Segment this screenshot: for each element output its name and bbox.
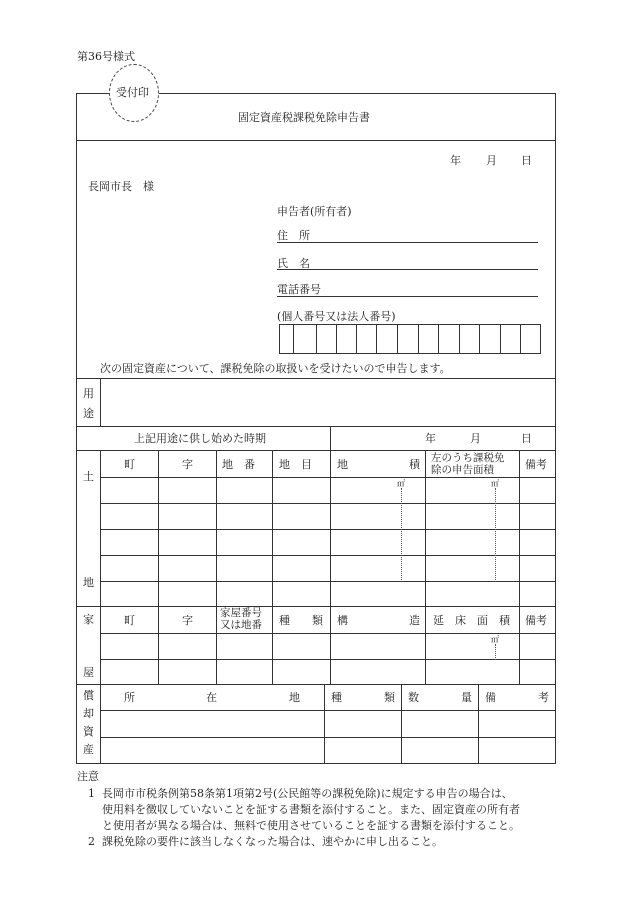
usage-label-1: 用 <box>83 387 94 400</box>
applicant-heading: 申告者(所有者) <box>277 205 352 218</box>
house-col-divider <box>425 606 426 684</box>
date-day: 日 <box>521 154 532 167</box>
land-header-town: 町 <box>124 458 135 471</box>
usage-label-2: 途 <box>83 407 94 420</box>
depreciable-top-line <box>76 684 556 685</box>
id-box-divider <box>438 324 439 354</box>
house-top-line <box>76 606 556 607</box>
land-row-line <box>100 503 556 504</box>
house-header-structure-1: 構 <box>337 614 348 627</box>
land-header-area-2: 積 <box>409 458 420 471</box>
house-header-aza: 字 <box>182 614 193 627</box>
depreciable-header-location-1: 所 <box>124 691 135 704</box>
land-side-label-1: 土 <box>83 470 94 483</box>
house-header-floor-area: 延 床 面 積 <box>433 614 510 627</box>
land-header-exempt-2: 除の申告面積 <box>431 464 494 476</box>
house-header-kind-1: 種 <box>279 614 290 627</box>
house-col-divider <box>519 606 520 684</box>
note-1-line-1: 長岡市市税条例第58条第1項第2号(公民館等の課税免除)に規定する申告の場合は、 <box>102 787 513 800</box>
land-side-label-2: 地 <box>83 576 94 589</box>
note-2-line-1: 課税免除の要件に該当しなくなった場合は、速やかに申し出ること。 <box>102 835 443 848</box>
note-1-number: 1 <box>88 787 95 800</box>
start-period-year: 年 <box>425 432 436 445</box>
id-box-divider <box>397 324 398 354</box>
depreciable-header-remarks-2: 考 <box>538 691 549 704</box>
land-area-unit: ㎡ <box>397 479 405 488</box>
id-box-divider <box>418 324 419 354</box>
phone-label: 電話番号 <box>277 283 321 296</box>
id-box-divider <box>316 324 317 354</box>
address-field[interactable] <box>277 242 538 243</box>
depreciable-header-qty-2: 量 <box>461 691 472 704</box>
id-box-divider <box>520 324 521 354</box>
land-header-exempt-1: 左のうち課税免 <box>431 452 505 464</box>
id-number-boxes[interactable] <box>279 324 541 354</box>
land-col-divider <box>216 450 217 606</box>
depreciable-col-divider <box>478 684 479 764</box>
house-row-line <box>100 633 556 634</box>
depreciable-row-line <box>100 710 556 711</box>
house-floor-unit: ㎡ <box>491 635 499 644</box>
name-field[interactable] <box>277 269 538 270</box>
house-floor-decimal-guide <box>495 644 496 660</box>
depreciable-col-divider <box>401 684 402 764</box>
house-col-divider <box>330 606 331 684</box>
form-frame <box>76 93 556 764</box>
depreciable-header-kind-2: 類 <box>384 691 395 704</box>
house-header-town: 町 <box>124 614 135 627</box>
house-col-divider <box>272 606 273 684</box>
depreciable-side-label-2: 却 <box>83 707 94 720</box>
phone-field[interactable] <box>277 296 538 297</box>
house-col-divider <box>158 606 159 684</box>
depreciable-side-label-3: 資 <box>83 725 94 738</box>
addressee: 長岡市長 様 <box>88 180 154 193</box>
land-header-aza: 字 <box>182 458 193 471</box>
land-col-divider <box>100 450 101 606</box>
land-header-area-1: 地 <box>337 458 348 471</box>
note-1-line-2: 使用料を徴収していないことを証する書類を添付すること。また、固定資産の所有者 <box>102 803 520 816</box>
notes-heading: 注意 <box>77 770 99 783</box>
depreciable-header-qty-1: 数 <box>408 691 419 704</box>
form-number: 第36号様式 <box>77 50 135 63</box>
house-row-line <box>100 659 556 660</box>
start-period-day: 日 <box>521 432 532 445</box>
id-number-label: (個人番号又は法人番号) <box>277 310 396 323</box>
house-side-label-2: 屋 <box>83 666 94 679</box>
usage-bottom-line <box>76 426 556 427</box>
land-header-lot: 地 番 <box>222 458 255 471</box>
start-period-label: 上記用途に供し始めた時期 <box>134 432 266 445</box>
house-header-structure-2: 造 <box>409 614 420 627</box>
start-period-divider <box>330 426 331 450</box>
house-col-divider <box>100 606 101 684</box>
name-label: 氏 名 <box>277 257 310 270</box>
land-area-decimal-guide <box>401 488 402 582</box>
house-side-label-1: 家 <box>83 613 94 626</box>
depreciable-header-kind-1: 種 <box>331 691 342 704</box>
depreciable-header-location-3: 地 <box>289 691 300 704</box>
house-header-number-1: 家屋番号 <box>220 607 262 619</box>
depreciable-side-label-4: 産 <box>83 743 94 756</box>
land-row-line <box>100 581 556 582</box>
id-box-divider <box>479 324 480 354</box>
land-header-remarks: 備考 <box>525 458 547 471</box>
house-col-divider <box>216 606 217 684</box>
usage-field[interactable] <box>101 379 555 425</box>
id-box-divider <box>459 324 460 354</box>
note-2-number: 2 <box>88 835 95 848</box>
land-top-line <box>76 450 556 451</box>
depreciable-header-location-2: 在 <box>206 691 217 704</box>
land-col-divider <box>272 450 273 606</box>
title-divider <box>76 140 556 141</box>
id-box-divider <box>293 324 294 354</box>
id-box-divider <box>356 324 357 354</box>
land-exempt-decimal-guide <box>495 488 496 582</box>
house-header-remarks: 備考 <box>525 614 547 627</box>
date-year: 年 <box>450 154 461 167</box>
depreciable-row-line <box>100 737 556 738</box>
id-box-divider <box>500 324 501 354</box>
statement: 次の固定資産について、課税免除の取扱いを受けたいので申告します。 <box>100 362 451 375</box>
form-title: 固定資産税課税免除申告書 <box>238 111 370 124</box>
id-box-divider <box>376 324 377 354</box>
depreciable-side-label-1: 償 <box>83 689 94 702</box>
house-header-kind-2: 類 <box>312 614 323 627</box>
depreciable-col-divider <box>100 684 101 764</box>
land-row-line <box>100 477 556 478</box>
land-col-divider <box>425 450 426 606</box>
land-exempt-unit: ㎡ <box>491 479 499 488</box>
land-col-divider <box>330 450 331 606</box>
land-col-divider <box>158 450 159 606</box>
start-period-month: 月 <box>470 432 481 445</box>
depreciable-col-divider <box>324 684 325 764</box>
depreciable-header-remarks-1: 備 <box>485 691 496 704</box>
date-month: 月 <box>486 154 497 167</box>
reception-stamp-label: 受付印 <box>116 86 149 99</box>
address-label: 住 所 <box>277 229 310 242</box>
id-box-divider <box>336 324 337 354</box>
land-col-divider <box>519 450 520 606</box>
land-row-line <box>100 555 556 556</box>
land-row-line <box>100 529 556 530</box>
note-1-line-3: と使用者が異なる場合は、無料で使用させていることを証する書類を添付すること。 <box>102 819 520 832</box>
house-header-number-2: 又は地番 <box>220 619 262 631</box>
land-header-category: 地 目 <box>279 458 312 471</box>
